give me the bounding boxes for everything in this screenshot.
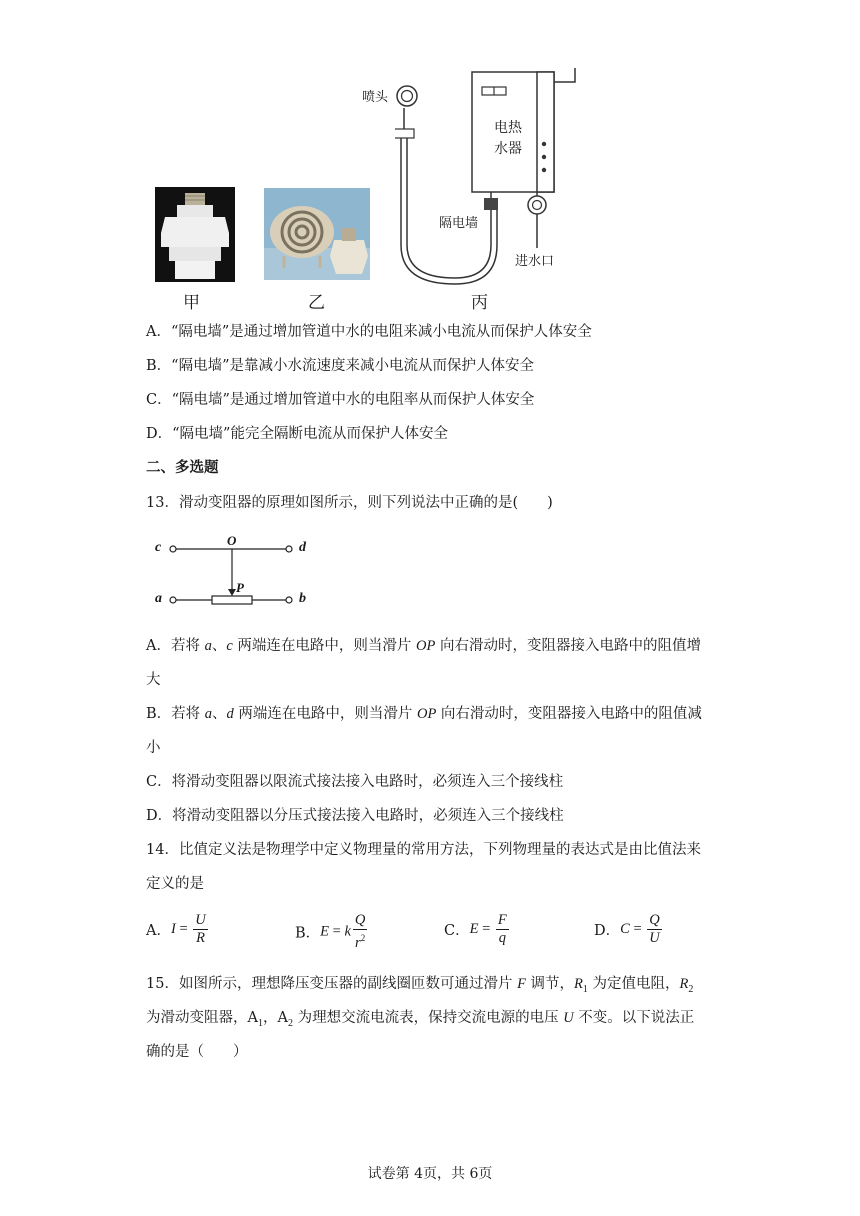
q13-option-c: C．将滑动变阻器以限流式接法接入电路时，必须连入三个接线柱 <box>146 774 564 790</box>
diagram-label-b: b <box>299 591 306 606</box>
q15-l1-text-a: 15．如图所示，理想降压变压器的副线圈匝数可通过滑片 <box>146 976 518 992</box>
q15-line-3: 确的是（ ） <box>146 1044 248 1060</box>
q15-l2-text-b: ，A <box>262 1010 288 1026</box>
q14-b-lhs: E <box>320 923 330 940</box>
q15-l1-text-b: 调节， <box>525 976 575 992</box>
q15-var-r1: R <box>574 976 583 992</box>
q13-a-text1: A．若将 <box>146 638 205 654</box>
page-footer: 试卷第 4页，共 6页 <box>367 1166 493 1182</box>
q14-b-eq: = <box>329 923 345 940</box>
q13-a-var-c: c <box>226 638 233 654</box>
q13-a-text3: 向右滑动时，变阻器接入电路中的阻值增 <box>435 638 701 654</box>
q13-option-a <box>146 636 701 656</box>
q15-var-r2-sub: 2 <box>688 983 694 995</box>
caption-bing: 丙 <box>471 293 488 313</box>
photo-yi <box>264 188 370 280</box>
q13-a-var-op: OP <box>416 638 436 654</box>
q15-a2-sub: 2 <box>287 1017 293 1029</box>
diagram-label-c: c <box>155 540 162 555</box>
q13-option-b-cont: 小 <box>146 740 161 756</box>
diagram-label-a: a <box>155 591 162 606</box>
caption-yi: 乙 <box>308 293 325 313</box>
q15-line-1 <box>146 974 693 1000</box>
q14-option-a <box>146 912 210 952</box>
q14-stem-2: 定义的是 <box>146 876 204 892</box>
q13-stem: 13．滑动变阻器的原理如图所示，则下列说法中正确的是( ) <box>146 495 553 511</box>
q15-var-u: U <box>563 1010 574 1026</box>
q13-b-text2: 两端连在电路中，则当滑片 <box>233 706 417 722</box>
q14-b-den: r <box>355 934 361 951</box>
q14-a-fraction <box>193 912 207 947</box>
q15-var-r2: R <box>679 976 689 992</box>
q13-a-sep: 、 <box>211 638 227 654</box>
q14-c-label: C． <box>444 923 470 939</box>
q15-var-r1-sub: 1 <box>582 983 588 995</box>
label-wall: 隔电墙 <box>439 216 479 231</box>
q13-b-text3: 向右滑动时，变阻器接入电路中的阻值减 <box>436 706 702 722</box>
q14-c-lhs: E <box>469 921 479 937</box>
q14-option-d <box>594 912 664 952</box>
label-heater-2: 水器 <box>494 141 522 157</box>
q14-option-c <box>444 912 511 952</box>
q14-d-fraction <box>647 912 661 947</box>
q14-a-den: R <box>196 930 205 946</box>
q14-a-eq: = <box>175 921 192 937</box>
q12-option-c: C．“隔电墙”是通过增加管道中水的电阻率从而保护人体安全 <box>146 392 535 408</box>
q14-d-lhs: C <box>620 921 630 937</box>
q15-line-2 <box>146 1008 694 1034</box>
q14-c-fraction <box>496 912 509 947</box>
q14-d-label: D． <box>594 923 621 939</box>
q14-c-eq: = <box>478 921 494 937</box>
q14-d-den: U <box>649 930 660 946</box>
q14-b-den-sup: 2 <box>360 933 366 943</box>
q14-b-label: B． <box>295 925 321 942</box>
q13-a-text2: 两端连在电路中，则当滑片 <box>232 638 416 654</box>
q15-a1-sub: 1 <box>257 1017 263 1029</box>
q14-b-den-wrap <box>353 930 367 952</box>
label-inlet: 进水口 <box>515 254 555 269</box>
q13-option-b <box>146 704 702 724</box>
q15-l2-text-d: 不变。以下说法正 <box>573 1010 695 1026</box>
diagram-label-d: d <box>299 540 306 555</box>
q12-option-b: B．“隔电墙”是靠减小水流速度来减小电流从而保护人体安全 <box>146 358 534 374</box>
q14-b-k: k <box>344 923 351 940</box>
section-title: 二、多选题 <box>146 459 219 476</box>
q13-b-text1: B．若将 <box>146 706 205 722</box>
q15-l2-text-a: 为滑动变阻器，A <box>146 1010 258 1026</box>
q14-stem-1: 14．比值定义法是物理学中定义物理量的常用方法，下列物理量的表达式是由比值法来 <box>146 842 701 858</box>
q15-l1-text-c: 为定值电阻， <box>587 976 680 992</box>
q13-option-a-cont: 大 <box>146 672 161 688</box>
q14-a-num: U <box>195 912 206 928</box>
q12-option-d: D．“隔电墙”能完全隔断电流从而保护人体安全 <box>146 426 448 442</box>
diagram-label-p: P <box>236 580 244 595</box>
label-heater-1: 电热 <box>494 120 522 136</box>
diagram-label-o: O <box>227 533 237 548</box>
q13-b-var-op: OP <box>416 706 437 722</box>
q15-var-f: F <box>517 976 526 992</box>
caption-jia: 甲 <box>183 293 200 313</box>
q13-b-sep: 、 <box>212 706 227 722</box>
q14-a-lhs: I <box>170 921 176 937</box>
q14-d-num: Q <box>649 912 660 928</box>
q13-a-var-a: a <box>204 638 212 654</box>
q14-option-b <box>295 912 369 952</box>
q13-b-var-d: d <box>226 706 234 722</box>
q14-d-eq: = <box>629 921 646 937</box>
q13-option-d: D．将滑动变阻器以分压式接法接入电路时，必须连入三个接线柱 <box>146 808 564 824</box>
q15-l2-text-c: 为理想交流电流表，保持交流电源的电压 <box>292 1010 564 1026</box>
q14-c-num: F <box>497 912 507 928</box>
q14-b-fraction <box>353 912 367 952</box>
q13-b-var-a: a <box>204 706 213 722</box>
q14-b-num: Q <box>354 912 366 928</box>
q14-c-den: q <box>498 930 506 946</box>
label-nozzle: 喷头 <box>362 90 389 105</box>
q14-a-label: A． <box>146 923 171 939</box>
q12-option-a: A．“隔电墙”是通过增加管道中水的电阻来减小电流从而保护人体安全 <box>146 324 592 340</box>
photo-jia <box>155 187 235 282</box>
water-heater-diagram <box>395 60 595 290</box>
